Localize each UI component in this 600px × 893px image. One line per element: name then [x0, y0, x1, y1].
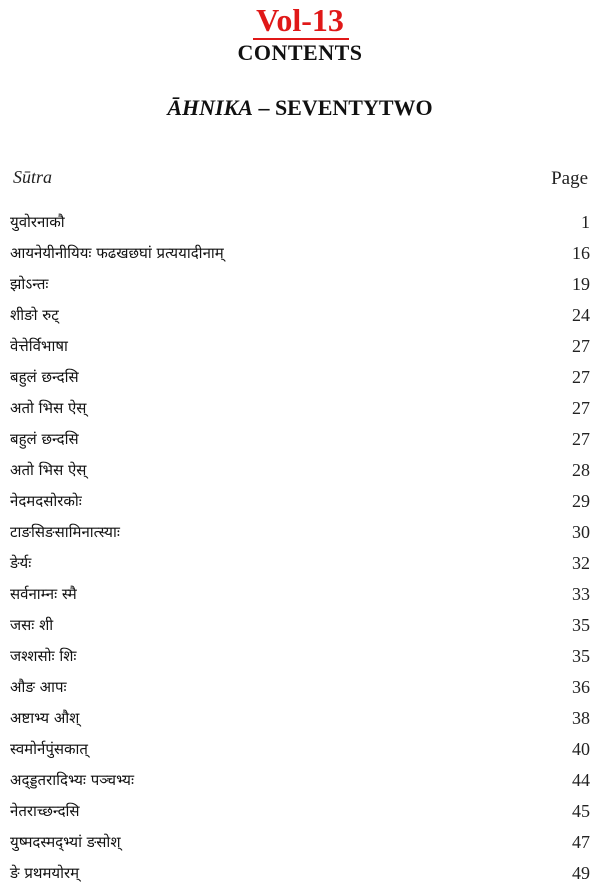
contents-row	[10, 580, 590, 611]
section-title-rest: – SEVENTYTWO	[252, 95, 433, 120]
sutra-text: ङेर्यः	[10, 554, 32, 572]
contents-row	[10, 859, 590, 890]
contents-row	[10, 549, 590, 580]
page-number: 1	[581, 212, 590, 232]
page-number: 49	[572, 863, 590, 883]
contents-row	[10, 518, 590, 549]
contents-row	[10, 239, 590, 270]
page-number: 30	[572, 522, 590, 542]
sutra-text: युष्मदस्मद्भ्यां ङसोश्	[10, 833, 121, 851]
contents-row	[10, 797, 590, 828]
sutra-text: टाङसिङसामिनात्स्याः	[10, 523, 120, 541]
sutra-text: शीङो रुट्	[10, 306, 59, 324]
sutra-text: आयनेयीनीयियः फढखछघां प्रत्ययादीनाम्	[10, 244, 224, 262]
sutra-text: वेत्तेर्विभाषा	[10, 337, 68, 355]
contents-row	[10, 363, 590, 394]
page-number: 35	[572, 646, 590, 666]
page-number: 27	[572, 336, 590, 356]
contents-row	[10, 611, 590, 642]
contents-row	[10, 766, 590, 797]
contents-row	[10, 487, 590, 518]
page-number: 24	[572, 305, 590, 325]
contents-row	[10, 642, 590, 673]
page-number: 28	[572, 460, 590, 480]
sutra-text: स्वमोर्नपुंसकात्	[10, 740, 88, 758]
contents-row	[10, 332, 590, 363]
page-number: 16	[572, 243, 590, 263]
sutra-text: औङ आपः	[10, 678, 67, 696]
sutra-text: अद्ड्डतरादिभ्यः पञ्चभ्यः	[10, 771, 135, 789]
page-number: 19	[572, 274, 590, 294]
page-number: 27	[572, 398, 590, 418]
contents-row	[10, 828, 590, 859]
contents-row	[10, 425, 590, 456]
section-title	[0, 95, 600, 121]
contents-row	[10, 301, 590, 332]
column-header-sutra: Sūtra	[13, 167, 53, 187]
page-number: 35	[572, 615, 590, 635]
page-number: 27	[572, 367, 590, 387]
page-number: 40	[572, 739, 590, 759]
contents-row	[10, 270, 590, 301]
page-number: 27	[572, 429, 590, 449]
page-number: 32	[572, 553, 590, 573]
sutra-text: युवोरनाकौ	[10, 213, 65, 231]
sutra-text: बहुलं छन्दसि	[10, 430, 79, 448]
page-number: 38	[572, 708, 590, 728]
contents-row	[10, 704, 590, 735]
page-number: 45	[572, 801, 590, 821]
page-number: 36	[572, 677, 590, 697]
contents-row	[10, 208, 590, 239]
sutra-text: जश्शसोः शिः	[10, 647, 77, 665]
sutra-text: बहुलं छन्दसि	[10, 368, 79, 386]
contents-row	[10, 673, 590, 704]
sutra-text: झोऽन्तः	[10, 275, 49, 293]
page-number: 44	[572, 770, 590, 790]
sutra-text: सर्वनाम्नः स्मै	[10, 585, 77, 603]
contents-row	[10, 735, 590, 766]
contents-row	[10, 456, 590, 487]
contents-heading: CONTENTS	[237, 40, 363, 65]
sutra-text: नेदमदसोरकोः	[10, 492, 82, 510]
sutra-text: जसः शी	[10, 616, 54, 634]
page-number: 29	[572, 491, 590, 511]
page-number: 47	[572, 832, 590, 852]
column-header-page: Page	[551, 168, 588, 189]
page-number: 33	[572, 584, 590, 604]
sutra-text: ङे प्रथमयोरम्	[10, 864, 80, 882]
sutra-text: अतो भिस ऐस्	[10, 461, 87, 479]
sutra-text: अतो भिस ऐस्	[10, 399, 87, 417]
sutra-text: अष्टाभ्य औश्	[10, 709, 80, 727]
volume-title: Vol-13	[256, 2, 344, 38]
section-title-italic: ĀHNIKA	[167, 95, 253, 120]
contents-row	[10, 394, 590, 425]
contents-list	[10, 208, 590, 890]
sutra-text: नेतराच्छन्दसि	[10, 802, 80, 820]
